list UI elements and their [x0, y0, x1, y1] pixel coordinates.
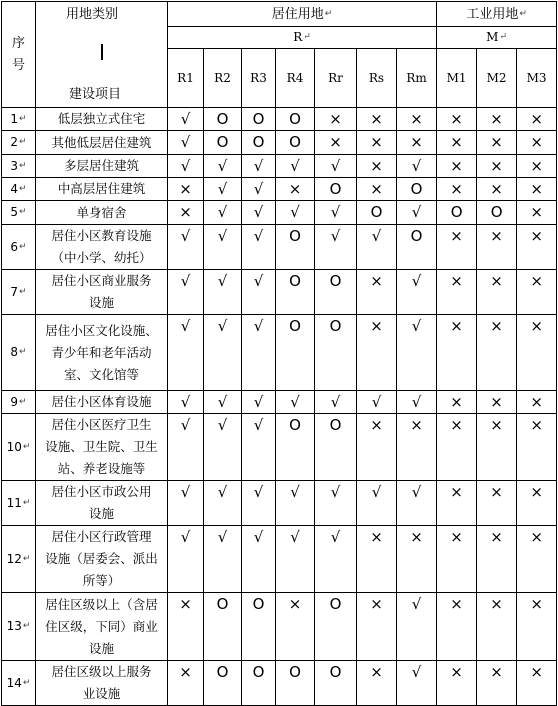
- table-row: [2, 414, 557, 481]
- compat-mark-r2: O: [204, 131, 242, 155]
- compat-mark-r2: √: [204, 270, 242, 315]
- compat-mark-r3: O: [242, 593, 276, 661]
- compat-mark-rs: ×: [357, 661, 397, 706]
- compat-mark-rm: ×: [397, 108, 437, 131]
- compat-mark-r1: √: [168, 481, 204, 526]
- compat-mark-r3: O: [242, 661, 276, 706]
- project-name-line: 其他低层居住建筑: [51, 134, 152, 150]
- row-number: 1↵: [2, 108, 36, 131]
- compat-mark-r2: O: [204, 593, 242, 661]
- table-row: [2, 593, 557, 661]
- column-header-r2: R2: [204, 49, 242, 108]
- project-name-cell: [36, 131, 168, 155]
- compat-mark-r4: √: [276, 391, 315, 414]
- compat-mark-r4: O: [276, 108, 315, 131]
- compat-mark-r1: √: [168, 131, 204, 155]
- project-name-line: 单身宿舍: [76, 204, 127, 220]
- compat-mark-r3: √: [242, 155, 276, 178]
- compat-mark-rr: √: [315, 201, 357, 225]
- table-body: [2, 108, 557, 706]
- compat-mark-r1: √: [168, 108, 204, 131]
- compat-mark-rr: O: [315, 593, 357, 661]
- industrial-header: 工业用地↵: [437, 2, 557, 27]
- compat-mark-r3: √: [242, 315, 276, 391]
- project-name-line: 居住小区市政公用: [51, 484, 152, 499]
- compat-mark-rr: O: [315, 315, 357, 391]
- compat-mark-r3: √: [242, 391, 276, 414]
- compat-mark-rm: √: [397, 661, 437, 706]
- compat-mark-m2: ×: [477, 108, 517, 131]
- compat-mark-r4: ×: [276, 593, 315, 661]
- compat-mark-m1: ×: [437, 108, 477, 131]
- compat-mark-m2: ×: [477, 391, 517, 414]
- compat-mark-r4: √: [276, 526, 315, 593]
- compat-mark-rs: √: [357, 225, 397, 270]
- compat-mark-rs: √: [357, 481, 397, 526]
- compat-mark-rm: √: [397, 201, 437, 225]
- compat-mark-rr: O: [315, 178, 357, 201]
- compat-mark-m3: ×: [517, 391, 557, 414]
- project-name-line: 多层居住建筑: [63, 158, 139, 173]
- project-name-line: 居住小区行政管理: [51, 529, 152, 544]
- compat-mark-r3: O: [242, 131, 276, 155]
- row-number: 8↵: [2, 315, 36, 391]
- project-name-cell: [36, 661, 168, 706]
- compat-mark-r4: √: [276, 201, 315, 225]
- row-number: 7↵: [2, 270, 36, 315]
- column-header-m3: M3: [517, 49, 557, 108]
- column-header-rm: Rm: [397, 49, 437, 108]
- compat-mark-r2: √: [204, 315, 242, 391]
- compat-mark-r3: O: [242, 108, 276, 131]
- compat-mark-m3: ×: [517, 481, 557, 526]
- compat-mark-rr: O: [315, 661, 357, 706]
- row-number: 14↵: [2, 661, 36, 706]
- project-name-line: 居住区级以上（含居: [45, 596, 158, 612]
- compat-mark-rm: √: [397, 481, 437, 526]
- compat-mark-m2: ×: [477, 270, 517, 315]
- compat-mark-rs: √: [357, 391, 397, 414]
- table-row: [2, 155, 557, 178]
- compat-mark-r4: ×: [276, 178, 315, 201]
- project-name-cell: [36, 481, 168, 526]
- table-row: [2, 661, 557, 706]
- compat-mark-rs: ×: [357, 270, 397, 315]
- compat-mark-r1: √: [168, 315, 204, 391]
- compat-mark-rr: ×: [315, 131, 357, 155]
- project-name-line: 居住小区商业服务: [51, 273, 152, 288]
- project-name-line: 居住小区文化设施、: [45, 322, 158, 338]
- compat-mark-m1: ×: [437, 593, 477, 661]
- table-row: [2, 391, 557, 414]
- compat-mark-r1: √: [168, 526, 204, 593]
- compat-mark-rm: √: [397, 155, 437, 178]
- land-use-table: [1, 1, 557, 706]
- category-project-header: [36, 2, 168, 108]
- compat-mark-m2: ×: [477, 225, 517, 270]
- row-number: 5↵: [2, 201, 36, 225]
- compat-mark-m1: ×: [437, 414, 477, 481]
- compat-mark-r3: √: [242, 270, 276, 315]
- compat-mark-m1: ×: [437, 155, 477, 178]
- project-name-line: 设施: [88, 295, 114, 310]
- project-name-line: 设施、卫生院、卫生: [45, 439, 158, 454]
- compat-mark-m2: ×: [477, 661, 517, 706]
- compat-mark-rs: ×: [357, 526, 397, 593]
- column-header-m1: M1: [437, 49, 477, 108]
- compat-mark-m3: ×: [517, 593, 557, 661]
- project-name-line: 中高层居住建筑: [57, 181, 146, 196]
- compat-mark-r3: √: [242, 225, 276, 270]
- compat-mark-r2: √: [204, 481, 242, 526]
- text-cursor: [101, 44, 103, 60]
- row-number: 4↵: [2, 178, 36, 201]
- compat-mark-rr: √: [315, 526, 357, 593]
- residential-code: R↵: [168, 27, 437, 49]
- compat-mark-rr: √: [315, 155, 357, 178]
- column-header-r4: R4: [276, 49, 315, 108]
- compat-mark-rm: O: [397, 178, 437, 201]
- row-number: 11↵: [2, 481, 36, 526]
- compat-mark-m1: ×: [437, 270, 477, 315]
- compat-mark-r2: √: [204, 391, 242, 414]
- table-row: [2, 315, 557, 391]
- compat-mark-rm: √: [397, 270, 437, 315]
- compat-mark-r1: √: [168, 414, 204, 481]
- compat-mark-r4: O: [276, 225, 315, 270]
- compat-mark-m2: ×: [477, 178, 517, 201]
- compat-mark-m2: ×: [477, 155, 517, 178]
- row-number: 3↵: [2, 155, 36, 178]
- compat-mark-r4: √: [276, 481, 315, 526]
- compat-mark-rr: √: [315, 481, 357, 526]
- project-name-line: 居住小区医疗卫生: [51, 417, 152, 432]
- compat-mark-rm: ×: [397, 526, 437, 593]
- project-name-cell: [36, 315, 168, 391]
- project-name-cell: [36, 201, 168, 225]
- project-name-cell: [36, 155, 168, 178]
- compat-mark-m3: ×: [517, 526, 557, 593]
- compat-mark-r1: ×: [168, 593, 204, 661]
- compat-mark-rs: ×: [357, 108, 397, 131]
- compat-mark-rm: √: [397, 315, 437, 391]
- compat-mark-m2: ×: [477, 315, 517, 391]
- project-name-line: （中小学、幼托）: [51, 250, 152, 265]
- compat-mark-r1: √: [168, 225, 204, 270]
- compat-mark-rr: O: [315, 270, 357, 315]
- compat-mark-r2: O: [204, 108, 242, 131]
- compat-mark-r3: √: [242, 481, 276, 526]
- project-name-line: 青少年和老年活动: [51, 344, 152, 360]
- industrial-code: M↵: [437, 27, 557, 49]
- compat-mark-m3: ×: [517, 315, 557, 391]
- compat-mark-rs: ×: [357, 593, 397, 661]
- project-name-line: 居住小区教育设施: [51, 228, 152, 243]
- compat-mark-m1: ×: [437, 391, 477, 414]
- compat-mark-rs: O: [357, 201, 397, 225]
- row-number: 9↵: [2, 391, 36, 414]
- compat-mark-r1: ×: [168, 661, 204, 706]
- residential-header: 居住用地↵: [168, 2, 437, 27]
- compat-mark-rs: ×: [357, 178, 397, 201]
- compat-mark-r4: O: [276, 131, 315, 155]
- compat-mark-r1: √: [168, 391, 204, 414]
- table-row: [2, 526, 557, 593]
- compat-mark-r3: √: [242, 526, 276, 593]
- compat-mark-rs: ×: [357, 315, 397, 391]
- compat-mark-rm: ×: [397, 414, 437, 481]
- category-label: 用地类别: [66, 7, 119, 22]
- compat-mark-r2: √: [204, 526, 242, 593]
- row-number: 12↵: [2, 526, 36, 593]
- compat-mark-m3: ×: [517, 108, 557, 131]
- compat-mark-m1: ×: [437, 661, 477, 706]
- project-name-cell: [36, 270, 168, 315]
- compat-mark-m2: ×: [477, 481, 517, 526]
- project-name-line: 低层独立式住宅: [57, 111, 146, 126]
- compat-mark-r2: √: [204, 225, 242, 270]
- project-name-cell: [36, 108, 168, 131]
- compat-mark-m2: ×: [477, 593, 517, 661]
- compat-mark-r4: O: [276, 414, 315, 481]
- project-name-cell: [36, 225, 168, 270]
- project-name-line: 室、文化馆等: [63, 366, 139, 382]
- project-name-line: 设施: [88, 506, 114, 521]
- compat-mark-r3: √: [242, 414, 276, 481]
- project-name-line: 站、养老设施等: [57, 461, 146, 476]
- compat-mark-r4: O: [276, 315, 315, 391]
- compat-mark-r3: √: [242, 201, 276, 225]
- column-header-r3: R3: [242, 49, 276, 108]
- compat-mark-rm: √: [397, 391, 437, 414]
- compat-mark-r2: O: [204, 661, 242, 706]
- compat-mark-rm: O: [397, 225, 437, 270]
- compat-mark-r1: √: [168, 155, 204, 178]
- compat-mark-m3: ×: [517, 155, 557, 178]
- table-row: [2, 131, 557, 155]
- compat-mark-r1: ×: [168, 178, 204, 201]
- compat-mark-r2: √: [204, 414, 242, 481]
- compat-mark-m1: ×: [437, 178, 477, 201]
- compat-mark-r2: √: [204, 155, 242, 178]
- compat-mark-r3: √: [242, 178, 276, 201]
- row-number: 6↵: [2, 225, 36, 270]
- project-name-line: 居住小区体育设施: [51, 394, 152, 409]
- compat-mark-r2: √: [204, 178, 242, 201]
- compat-mark-m1: ×: [437, 526, 477, 593]
- project-name-line: 设施: [88, 640, 114, 656]
- compat-mark-rm: √: [397, 593, 437, 661]
- row-number: 10↵: [2, 414, 36, 481]
- compat-mark-r4: √: [276, 155, 315, 178]
- compat-mark-rr: ×: [315, 108, 357, 131]
- compat-mark-m3: ×: [517, 225, 557, 270]
- compat-mark-rm: ×: [397, 131, 437, 155]
- table-row: [2, 108, 557, 131]
- table-row: [2, 201, 557, 225]
- compat-mark-m2: ×: [477, 414, 517, 481]
- row-number: 2↵: [2, 131, 36, 155]
- project-name-cell: [36, 414, 168, 481]
- compat-mark-m3: ×: [517, 201, 557, 225]
- compat-mark-m3: ×: [517, 270, 557, 315]
- project-label: 建设项目: [69, 87, 122, 102]
- table-row: [2, 225, 557, 270]
- compat-mark-r2: √: [204, 201, 242, 225]
- compat-mark-m1: ×: [437, 481, 477, 526]
- compat-mark-m1: ×: [437, 131, 477, 155]
- project-name-cell: [36, 391, 168, 414]
- column-header-rr: Rr: [315, 49, 357, 108]
- compat-mark-rr: √: [315, 225, 357, 270]
- compat-mark-m3: ×: [517, 414, 557, 481]
- compat-mark-rs: ×: [357, 155, 397, 178]
- column-header-rs: Rs: [357, 49, 397, 108]
- compat-mark-r1: ×: [168, 201, 204, 225]
- table-row: [2, 178, 557, 201]
- compat-mark-rs: ×: [357, 131, 397, 155]
- project-name-cell: [36, 178, 168, 201]
- table-row: [2, 481, 557, 526]
- row-number: 13↵: [2, 593, 36, 661]
- compat-mark-m2: O: [477, 201, 517, 225]
- column-header-m2: M2: [477, 49, 517, 108]
- project-name-line: 设施（居委会、派出: [45, 551, 158, 566]
- compat-mark-m1: O: [437, 201, 477, 225]
- compat-mark-m1: ×: [437, 315, 477, 391]
- compat-mark-m2: ×: [477, 131, 517, 155]
- project-name-cell: [36, 593, 168, 661]
- compat-mark-r1: √: [168, 270, 204, 315]
- project-name-line: 业设施: [82, 686, 121, 701]
- project-name-line: 居住区级以上服务: [51, 664, 152, 679]
- land-use-compatibility-document: [1, 1, 557, 701]
- compat-mark-m3: ×: [517, 661, 557, 706]
- project-name-line: 所等）: [82, 573, 121, 588]
- project-name-line: 住区级，下同）商业: [45, 618, 158, 634]
- compat-mark-r4: O: [276, 270, 315, 315]
- compat-mark-m3: ×: [517, 178, 557, 201]
- compat-mark-rr: O: [315, 414, 357, 481]
- compat-mark-rs: ×: [357, 414, 397, 481]
- compat-mark-m3: ×: [517, 131, 557, 155]
- seq-header: 序号: [2, 2, 36, 108]
- table-row: [2, 270, 557, 315]
- compat-mark-m1: ×: [437, 225, 477, 270]
- column-header-r1: R1: [168, 49, 204, 108]
- compat-mark-rr: √: [315, 391, 357, 414]
- compat-mark-m2: ×: [477, 526, 517, 593]
- compat-mark-r4: O: [276, 661, 315, 706]
- project-name-cell: [36, 526, 168, 593]
